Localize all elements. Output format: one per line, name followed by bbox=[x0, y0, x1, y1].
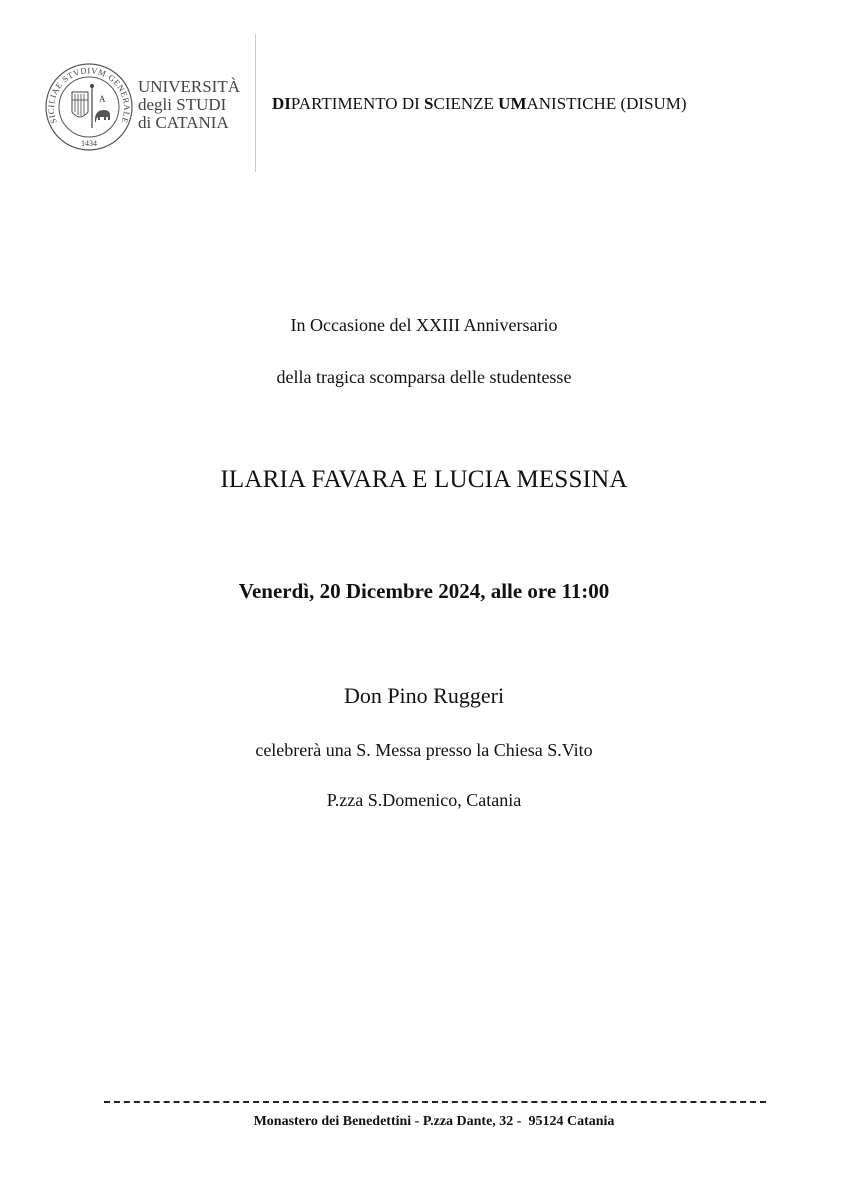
department-name-segment: UM bbox=[498, 94, 527, 113]
event-location: P.zza S.Domenico, Catania bbox=[326, 790, 522, 810]
department-name bbox=[272, 94, 687, 114]
department-name-segment: CIENZE bbox=[433, 94, 499, 113]
event-date: Venerdì, 20 Dicembre 2024, alle ore 11:00 bbox=[238, 579, 610, 603]
subject-line: della tragica scomparsa delle studentesse bbox=[276, 367, 572, 387]
department-name-segment: S bbox=[424, 94, 434, 113]
department-name-segment: ANISTICHE (DISUM) bbox=[526, 94, 687, 113]
seal-motto: SICILIAE STVDIVM GENERALE bbox=[45, 65, 133, 126]
university-name-line: UNIVERSITÀ bbox=[138, 77, 240, 96]
footer-divider bbox=[104, 1101, 766, 1103]
seal-year: 1434 bbox=[81, 139, 97, 148]
mass-description: celebrerà una S. Messa presso la Chiesa S.Vito bbox=[255, 740, 593, 760]
student-names: ILARIA FAVARA E LUCIA MESSINA bbox=[220, 466, 628, 493]
seal-letter: A bbox=[99, 94, 106, 104]
letterhead bbox=[0, 0, 848, 190]
footer-address: Monastero dei Benedettini - P.zza Dante, 32 - 95124 Catania bbox=[253, 1114, 615, 1129]
university-name bbox=[138, 78, 240, 132]
university-seal-logo bbox=[44, 62, 134, 152]
celebrant-name: Don Pino Ruggeri bbox=[343, 683, 505, 708]
university-name-line: degli STUDI bbox=[138, 95, 227, 114]
svg-text:SICILIAE STVDIVM GENERALE bbox=[46, 65, 132, 125]
occasion-line: In Occasione del XXIII Anniversario bbox=[290, 315, 558, 335]
university-name-line: di CATANIA bbox=[138, 113, 229, 132]
department-name-segment: DI bbox=[272, 94, 291, 113]
header-divider bbox=[255, 34, 256, 172]
department-name-segment: PARTIMENTO DI bbox=[290, 94, 425, 113]
